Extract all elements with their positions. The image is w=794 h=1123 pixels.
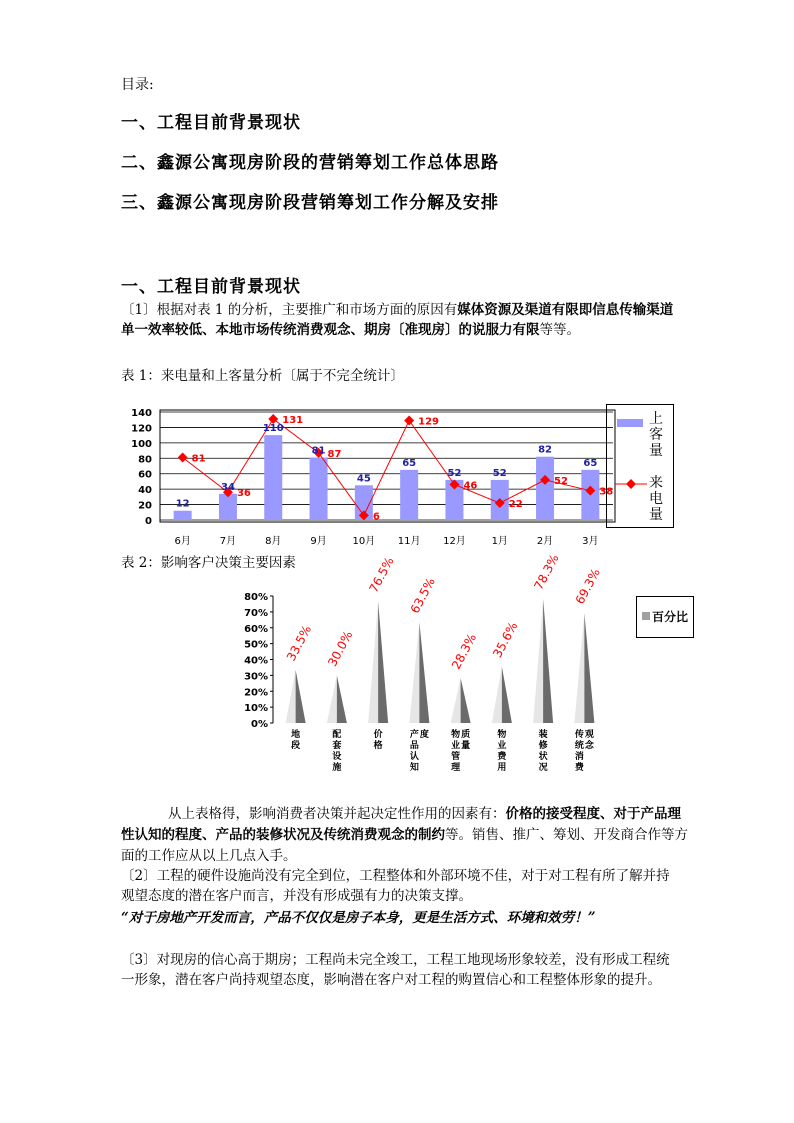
bar-value-label: 12 bbox=[175, 498, 190, 510]
para2-text: 从上表格得，影响消费者决策并起决定性作用的因素有： bbox=[168, 806, 506, 822]
legend-swatch-percent bbox=[642, 612, 650, 620]
cone-light bbox=[574, 613, 584, 723]
bar-value-label: 81 bbox=[311, 445, 326, 457]
cone-light bbox=[533, 599, 543, 723]
bar-visitors bbox=[310, 458, 328, 520]
x-tick-label: 1月 bbox=[491, 536, 508, 547]
chart1-legend bbox=[606, 404, 674, 528]
y-tick-label: 80 bbox=[138, 454, 152, 466]
toc-item-2: 二、鑫源公寓现房阶段的营销筹划工作总体思路 bbox=[121, 153, 499, 173]
bar-visitors bbox=[219, 494, 237, 520]
quote: “对于房地产开发而言，产品不仅仅是房子本身，更是生活方式、环境和效劳！” bbox=[121, 910, 596, 926]
y-tick-label: 0% bbox=[251, 719, 268, 730]
x-tick-label: 度 bbox=[419, 730, 429, 740]
x-tick-label: 8月 bbox=[265, 536, 282, 547]
bar-value-label: 82 bbox=[538, 444, 553, 456]
section-title: 一、工程目前背景现状 bbox=[121, 277, 301, 297]
x-tick-label: 配套设施 bbox=[332, 730, 342, 773]
x-tick-label: 价格 bbox=[373, 730, 383, 751]
toc-item-1: 一、工程目前背景现状 bbox=[121, 113, 301, 133]
x-tick-label: 观念 bbox=[584, 730, 594, 751]
point-value-label: 87 bbox=[327, 448, 342, 460]
cone-value-label: 35.6% bbox=[490, 619, 521, 660]
x-tick-label: 10月 bbox=[352, 536, 376, 547]
paragraph-2 bbox=[121, 804, 691, 867]
cone-dark bbox=[337, 675, 347, 723]
cone-dark bbox=[296, 670, 306, 723]
y-tick-label: 40 bbox=[138, 485, 152, 497]
line-calls bbox=[183, 419, 591, 515]
cone-dark bbox=[502, 666, 512, 723]
y-tick-label: 30% bbox=[244, 671, 268, 683]
cone-value-label: 28.3% bbox=[448, 631, 480, 672]
para1-bold: 媒体资源及渠道有限即信息传输渠道单一效率较低、本地市场传统消费观念、期房〔准现房〕的说服力有限 bbox=[121, 302, 674, 338]
x-tick-label: 2月 bbox=[536, 536, 554, 547]
legend-label-calls: 来电量 bbox=[649, 475, 663, 523]
para2-bold: 价格的接受程度、对于产品理性认知的程度、产品的装修状况及传统消费观念的制约 bbox=[121, 806, 681, 843]
bar-value-label: 34 bbox=[220, 481, 235, 493]
x-tick-label: 7月 bbox=[219, 536, 237, 547]
cone-light bbox=[451, 678, 461, 723]
cone-value-label: 63.5% bbox=[407, 575, 438, 616]
y-tick-label: 10% bbox=[244, 703, 268, 715]
legend-swatch-visitors bbox=[617, 419, 643, 427]
x-tick-label: 12月 bbox=[443, 536, 466, 547]
x-tick-label: 质量 bbox=[461, 730, 471, 751]
x-tick-label: 地段 bbox=[291, 730, 301, 751]
point-value-label: 52 bbox=[554, 475, 568, 487]
bar-value-label: 52 bbox=[447, 467, 462, 479]
chart-decision-factors bbox=[235, 551, 615, 792]
bar-value-label: 110 bbox=[262, 423, 284, 435]
point-calls bbox=[404, 415, 414, 425]
table1-caption: 表 1：来电量和上客量分析〔属于不完全统计〕 bbox=[121, 368, 404, 384]
cone-dark bbox=[419, 622, 429, 723]
chart2-legend bbox=[636, 596, 694, 638]
point-value-label: 129 bbox=[418, 416, 440, 428]
cone-dark bbox=[543, 599, 553, 723]
bar-visitors bbox=[536, 457, 554, 520]
cone-light bbox=[492, 666, 502, 723]
cone-light bbox=[409, 622, 419, 723]
y-tick-label: 100 bbox=[131, 438, 152, 450]
bar-visitors bbox=[400, 470, 418, 520]
y-tick-label: 60 bbox=[138, 469, 152, 481]
bar-value-label: 45 bbox=[356, 473, 371, 485]
bar-value-label: 52 bbox=[492, 467, 507, 479]
para2-end: 等。销售、推广、筹划、开发商合作等方面的工作应从以上几点入手。 bbox=[121, 827, 688, 864]
para1-text: 〔1〕根据对表 1 的分析，主要推广和市场方面的原因有 bbox=[121, 302, 458, 318]
cone-light bbox=[327, 675, 337, 723]
legend-swatch-calls bbox=[615, 477, 647, 491]
table2-caption: 表 2：影响客户决策主要因素 bbox=[121, 555, 296, 571]
y-tick-label: 20% bbox=[244, 687, 268, 699]
cone-value-label: 30.0% bbox=[325, 628, 356, 669]
y-tick-label: 80% bbox=[244, 592, 268, 603]
y-tick-label: 0 bbox=[145, 516, 152, 527]
x-tick-label: 3月 bbox=[582, 536, 599, 547]
cone-value-label: 69.3% bbox=[572, 566, 603, 607]
x-tick-label: 产品认知 bbox=[409, 730, 419, 773]
point-value-label: 131 bbox=[282, 414, 304, 426]
x-tick-label: 传统消费 bbox=[574, 730, 584, 773]
x-tick-label: 6月 bbox=[174, 536, 191, 547]
y-tick-label: 120 bbox=[131, 423, 152, 435]
y-tick-label: 140 bbox=[131, 408, 152, 419]
cone-light bbox=[286, 670, 296, 723]
y-tick-label: 40% bbox=[244, 655, 268, 667]
paragraph-3: 〔2〕工程的硬件设施尚没有完全到位，工程整体和外部环境不佳，对于对工程有所了解并持观望态度的潜在客户而言，并没有形成强有力的决策支撑。 bbox=[121, 868, 670, 904]
x-tick-label: 物业管理 bbox=[451, 730, 461, 773]
bar-visitors bbox=[174, 511, 192, 520]
cone-dark bbox=[378, 602, 388, 723]
cone-value-label: 33.5% bbox=[283, 622, 315, 664]
cone-value-label: 76.5% bbox=[366, 554, 397, 595]
point-calls bbox=[178, 453, 188, 463]
legend-label-visitors: 上客量 bbox=[649, 411, 663, 459]
point-value-label: 36 bbox=[236, 488, 251, 500]
cone-dark bbox=[584, 613, 594, 723]
y-tick-label: 70% bbox=[244, 607, 268, 619]
cone-dark bbox=[461, 678, 471, 723]
x-tick-label: 物业费用 bbox=[497, 730, 507, 773]
point-value-label: 46 bbox=[463, 480, 478, 492]
point-value-label: 22 bbox=[508, 499, 523, 511]
toc-label: 目录: bbox=[121, 77, 154, 93]
x-tick-label: 装修状况 bbox=[538, 730, 548, 773]
point-value-label: 38 bbox=[599, 486, 614, 498]
point-value-label: 6 bbox=[372, 511, 380, 523]
bar-value-label: 65 bbox=[402, 457, 417, 469]
cone-value-label: 78.3% bbox=[531, 551, 562, 593]
x-tick-label: 9月 bbox=[310, 536, 327, 547]
legend-label-percent: 百分比 bbox=[652, 610, 689, 624]
y-tick-label: 20 bbox=[138, 500, 152, 512]
point-value-label: 81 bbox=[191, 453, 206, 465]
bar-visitors bbox=[264, 435, 282, 520]
para1-end: 等等。 bbox=[539, 322, 580, 338]
x-tick-label: 11月 bbox=[397, 536, 421, 547]
y-tick-label: 50% bbox=[244, 639, 268, 651]
cone-light bbox=[368, 602, 378, 723]
y-tick-label: 60% bbox=[244, 623, 268, 635]
bar-value-label: 65 bbox=[583, 457, 598, 469]
paragraph-4: 〔3〕对现房的信心高于期房；工程尚未完全竣工，工程工地现场形象较差，没有形成工程统一形象，潜在客户尚持观望态度，影响潜在客户对工程的购置信心和工程整体形象的提升。 bbox=[121, 952, 670, 988]
paragraph-1 bbox=[121, 300, 681, 340]
toc-item-3: 三、鑫源公寓现房阶段营销筹划工作分解及安排 bbox=[121, 193, 499, 213]
